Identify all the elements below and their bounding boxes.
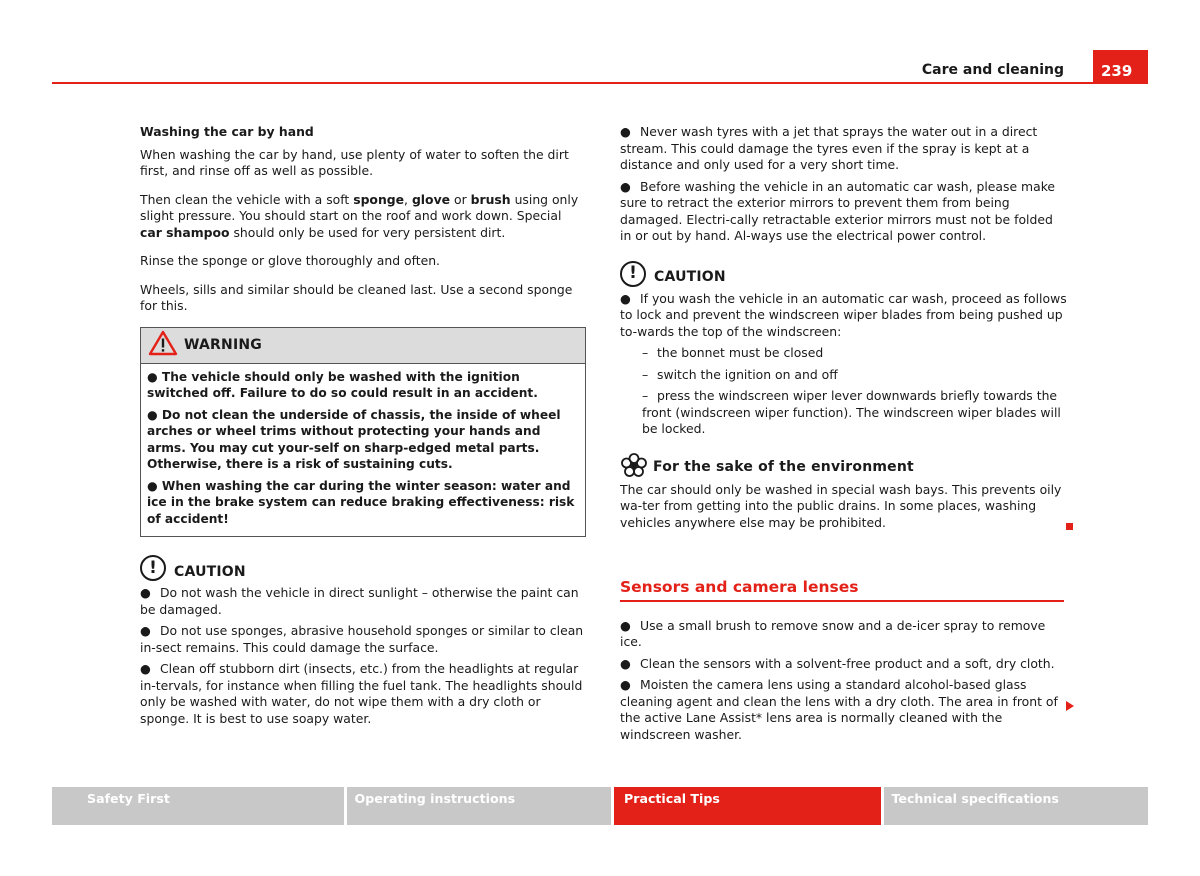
list-item-text: Before washing the vehicle in an automatic car wash, please make sure to retract the exterior mirrors to prevent them from being damaged. Electri-cally retractable exterior mirrors must not be folded in or out by hand. Al-ways use the electrical power control. bbox=[620, 178, 1056, 243]
warning-box bbox=[140, 327, 586, 538]
list-item bbox=[620, 656, 1068, 673]
list-item bbox=[620, 618, 1068, 651]
text-run: using only slight pressure. You should start on the roof and work down. Special bbox=[140, 191, 579, 223]
caution-label: CAUTION bbox=[654, 269, 726, 286]
bullet: ● bbox=[140, 623, 151, 638]
left-column bbox=[140, 124, 586, 732]
warning-header bbox=[141, 328, 585, 364]
bullet: ● bbox=[620, 178, 631, 194]
emphasis-sponge: sponge bbox=[353, 191, 405, 207]
dash: – bbox=[642, 345, 649, 360]
text-run: , bbox=[404, 191, 412, 207]
dash-item bbox=[620, 367, 1068, 384]
tab-technical-specifications[interactable]: Technical specifications bbox=[884, 787, 1149, 825]
list-item bbox=[620, 124, 1068, 174]
warning-text: Do not clean the underside of chassis, the inside of wheel arches or wheel trims without protecting your hands and arms. You may cut your-self on sharp-edged metal parts. Otherwise, there is a risk of sustaining cuts. bbox=[147, 407, 561, 471]
text-run: or bbox=[450, 191, 471, 207]
warning-body bbox=[141, 364, 585, 537]
dash: – bbox=[642, 388, 649, 403]
list-item bbox=[140, 661, 586, 727]
dash: – bbox=[642, 366, 649, 382]
paragraph: When washing the car by hand, use plenty of water to soften the dirt first, and rinse off as well as possible. bbox=[140, 146, 569, 178]
caution-label: CAUTION bbox=[174, 563, 246, 580]
list-item-text: Do not use sponges, abrasive household sponges or similar to clean in-sect remains. This could damage the surface. bbox=[140, 623, 584, 655]
warning-item bbox=[147, 407, 579, 473]
caution-header bbox=[620, 261, 1068, 287]
paragraph: Rinse the sponge or glove thoroughly and often. bbox=[140, 253, 441, 268]
list-item-text: Use a small brush to remove snow and a de-icer spray to remove ice. bbox=[620, 617, 1046, 649]
environment-text: The car should only be washed in special wash bays. This prevents oily wa-ter from getting into the public drains. In some places, washing vehicles anywhere else may be prohibited. bbox=[620, 481, 1062, 530]
paragraph-cleaning bbox=[140, 192, 586, 242]
list-item bbox=[140, 585, 586, 618]
caution-exclamation-icon: ! bbox=[620, 261, 646, 287]
bullet: ● bbox=[620, 617, 631, 633]
warning-text: When washing the car during the winter season: water and ice in the brake system can reduce braking effectiveness: risk of accident! bbox=[147, 478, 575, 526]
list-item bbox=[140, 623, 586, 656]
list-item-text: Do not wash the vehicle in direct sunlight – otherwise the paint can be damaged. bbox=[140, 585, 579, 617]
bullet: ● bbox=[620, 677, 631, 692]
text-run: should only be used for very persistent dirt. bbox=[229, 224, 506, 240]
bullet: ● bbox=[620, 655, 631, 671]
tab-safety-first[interactable]: Safety First bbox=[52, 787, 344, 825]
bullet: ● bbox=[620, 124, 631, 139]
dash-item bbox=[620, 345, 1068, 362]
environment-header bbox=[620, 452, 1068, 478]
text-run: Then clean the vehicle with a soft bbox=[140, 191, 354, 207]
emphasis-brush: brush bbox=[470, 191, 511, 207]
emphasis-glove: glove bbox=[411, 191, 451, 207]
dash-item bbox=[620, 388, 1068, 438]
page-header-title: Care and cleaning bbox=[921, 62, 1064, 78]
warning-text: The vehicle should only be washed with the ignition switched off. Failure to do so could result in an accident. bbox=[147, 369, 538, 400]
warning-item bbox=[147, 478, 579, 528]
dash-item-text: the bonnet must be closed bbox=[657, 345, 824, 360]
dash-item-text: switch the ignition on and off bbox=[657, 366, 838, 382]
footer-tab-bar bbox=[52, 787, 1148, 825]
bullet: ● bbox=[620, 290, 631, 306]
caution-exclamation-icon: ! bbox=[140, 555, 166, 581]
list-item bbox=[620, 677, 1068, 743]
section-title-sensors: Sensors and camera lenses bbox=[620, 579, 1064, 602]
list-item-text: If you wash the vehicle in an automatic car wash, proceed as follows to lock and prevent the windscreen wiper blades from being pushed up to-wards the top of the windscreen: bbox=[620, 290, 1067, 339]
bullet: ● bbox=[147, 407, 158, 422]
tab-practical-tips[interactable]: Practical Tips bbox=[614, 787, 881, 825]
caution-header bbox=[140, 555, 586, 581]
section-subheading: Washing the car by hand bbox=[140, 124, 314, 139]
warning-item bbox=[147, 369, 579, 402]
bullet: ● bbox=[140, 585, 151, 600]
environment-label: For the sake of the environment bbox=[653, 459, 914, 476]
tab-operating-instructions[interactable]: Operating instructions bbox=[347, 787, 612, 825]
list-item bbox=[620, 179, 1068, 245]
bullet: ● bbox=[147, 478, 158, 493]
continue-arrow-icon bbox=[1066, 701, 1074, 711]
list-item-text: Moisten the camera lens using a standard alcohol-based glass cleaning agent and clean the lens with a dry cloth. The area in front of the active Lane Assist* lens area is normally cleaned with the windscreen washer. bbox=[620, 677, 1058, 742]
bullet: ● bbox=[147, 369, 158, 384]
warning-triangle-icon bbox=[148, 330, 178, 361]
right-column bbox=[620, 124, 1068, 748]
dash-item-text: press the windscreen wiper lever downwards briefly towards the front (windscreen wiper function). The windscreen wiper blades will be locked. bbox=[642, 388, 1061, 436]
list-item-text: Never wash tyres with a jet that sprays the water out in a direct stream. This could damage the tyres even if the spray is kept at a distance and only used for a very short time. bbox=[620, 124, 1038, 172]
page-number: 239 bbox=[1093, 50, 1148, 84]
end-square-icon bbox=[1066, 523, 1073, 530]
paragraph: Wheels, sills and similar should be cleaned last. Use a second sponge for this. bbox=[140, 281, 573, 313]
list-item bbox=[620, 291, 1068, 341]
list-item-text: Clean the sensors with a solvent-free product and a soft, dry cloth. bbox=[640, 655, 1055, 671]
warning-label: WARNING bbox=[184, 336, 262, 353]
environment-flower-icon bbox=[620, 452, 648, 478]
list-item-text: Clean off stubborn dirt (insects, etc.) from the headlights at regular in-tervals, for instance when filling the fuel tank. The headlights should only be washed with water, do not wipe them with a dry cloth or sponge. It is best to use soapy water. bbox=[140, 661, 583, 726]
emphasis-car-shampoo: car shampoo bbox=[140, 224, 230, 240]
header-rule bbox=[52, 82, 1148, 84]
bullet: ● bbox=[140, 661, 151, 676]
